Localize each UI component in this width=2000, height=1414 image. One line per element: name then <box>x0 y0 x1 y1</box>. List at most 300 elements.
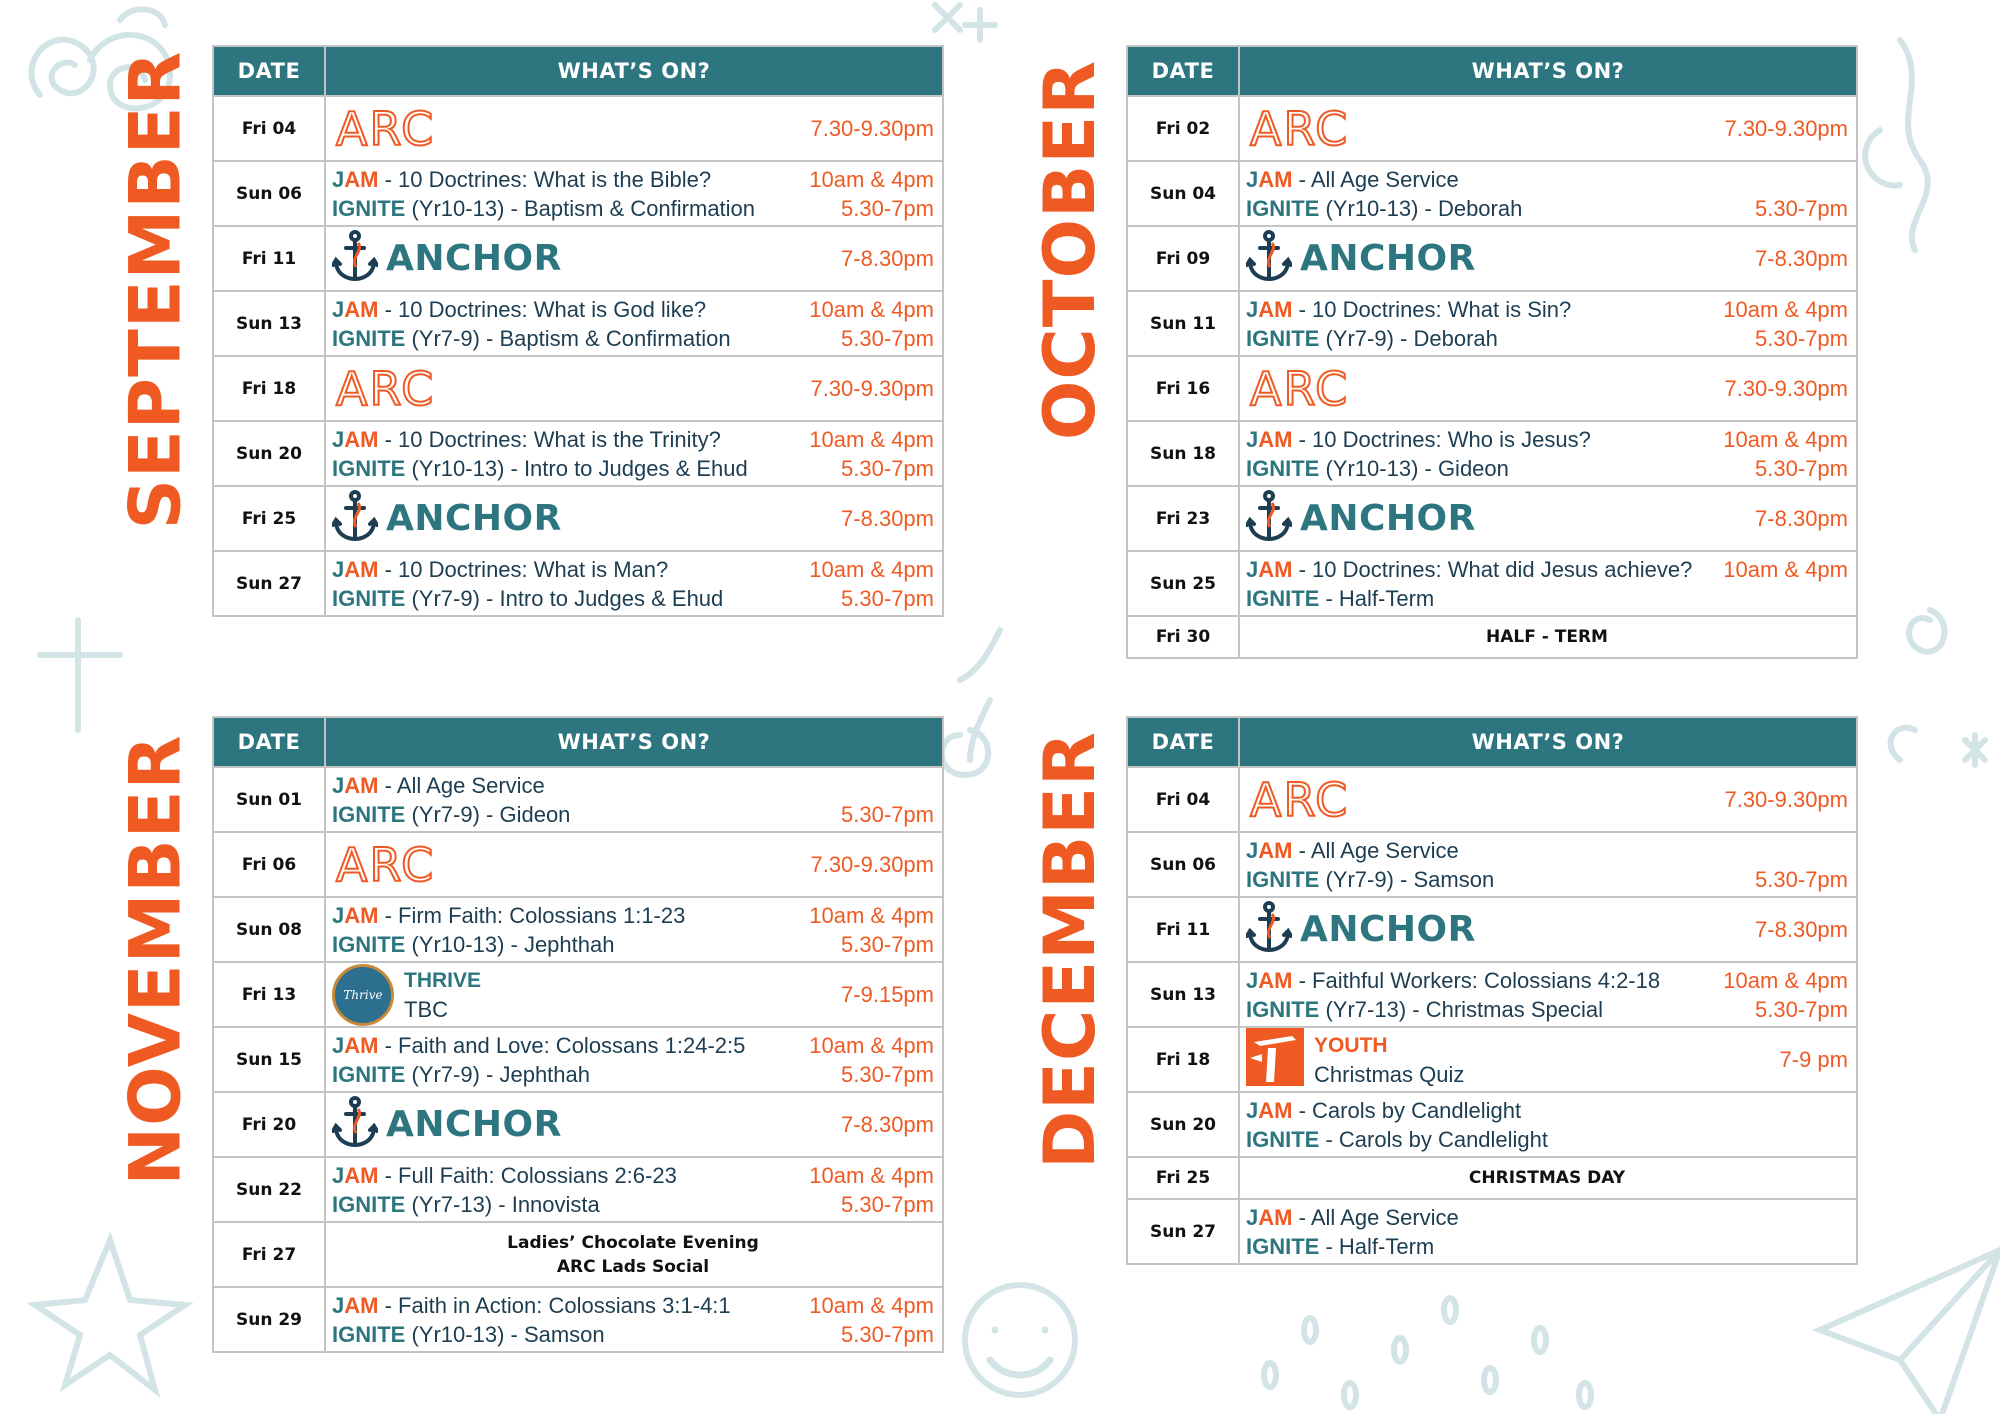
jam-keyword-am: AM <box>1258 967 1293 993</box>
table-row <box>213 356 943 421</box>
thrive-logo-text: Thrive <box>343 987 383 1002</box>
jam-keyword-am: AM <box>344 556 379 582</box>
table-row <box>213 767 943 832</box>
jam-separator: - <box>1292 556 1313 582</box>
ignite-time: 5.30-7pm <box>841 195 934 221</box>
jam-separator: - <box>378 1292 399 1318</box>
schedule-table-december <box>1126 716 1858 1265</box>
event-date: Sun 11 <box>1127 291 1239 356</box>
event-cell <box>325 767 943 832</box>
jam-description: 10 Doctrines: Who is Jesus? <box>1312 426 1591 452</box>
whats-on-column-header: WHAT’S ON? <box>1239 46 1857 96</box>
jam-keyword-am: AM <box>344 1162 379 1188</box>
event-date: Fri 25 <box>213 486 325 551</box>
table-row <box>1127 616 1857 658</box>
ignite-description: (Yr7-9) - Jephthah <box>411 1061 590 1087</box>
anchor-logo-text: ANCHOR <box>1300 238 1476 279</box>
jam-separator: - <box>1292 1204 1311 1230</box>
jam-description: Faith and Love: Colossans 1:24-2:5 <box>398 1032 746 1058</box>
table-row <box>1127 962 1857 1027</box>
event-time: 7-8.30pm <box>841 506 934 531</box>
jam-description: All Age Service <box>1310 1204 1459 1230</box>
ignite-line <box>332 930 685 959</box>
ignite-line <box>1246 1232 1459 1261</box>
event-cell <box>1239 356 1857 421</box>
table-row <box>1127 551 1857 616</box>
jam-keyword-am: AM <box>1258 166 1293 192</box>
ignite-line <box>332 1060 745 1089</box>
event-date: Fri 04 <box>213 96 325 161</box>
jam-description: 10 Doctrines: What is God like? <box>398 296 707 322</box>
event-subtitle: Christmas Quiz <box>1314 1061 1465 1087</box>
event-date: Sun 08 <box>213 897 325 962</box>
table-row <box>1127 161 1857 226</box>
jam-line <box>332 165 755 194</box>
youth-logo-icon <box>1246 1028 1304 1091</box>
event-date: Fri 30 <box>1127 616 1239 658</box>
event-cell <box>1239 767 1857 832</box>
ignite-description: (Yr10-13) - Gideon <box>1325 455 1509 481</box>
jam-description: 10 Doctrines: What did Jesus achieve? <box>1312 556 1693 582</box>
table-header-row <box>1127 717 1857 767</box>
jam-line <box>1246 425 1591 454</box>
note-line-1: CHRISTMAS DAY <box>1468 1168 1626 1188</box>
jam-line <box>332 901 685 930</box>
jam-line <box>1246 836 1494 865</box>
ignite-keyword: IGNITE <box>1246 1233 1320 1259</box>
ignite-keyword: IGNITE <box>332 325 406 351</box>
centered-note <box>507 1231 759 1279</box>
event-cell <box>1239 226 1857 291</box>
event-cell <box>325 1092 943 1157</box>
jam-time: 10am & 4pm <box>809 166 934 192</box>
event-date: Sun 15 <box>213 1027 325 1092</box>
jam-keyword-j: J <box>332 1032 345 1058</box>
jam-keyword-am: AM <box>344 772 379 798</box>
jam-line <box>1246 966 1660 995</box>
jam-keyword-j: J <box>332 426 345 452</box>
table-row <box>1127 832 1857 897</box>
ignite-time: 5.30-7pm <box>841 585 934 611</box>
ignite-line <box>332 1190 677 1219</box>
arc-logo: ARC <box>1250 772 1350 827</box>
whats-on-column-header: WHAT’S ON? <box>1239 717 1857 767</box>
event-title: THRIVE <box>404 968 482 992</box>
jam-separator: - <box>378 296 399 322</box>
schedule-table-november <box>212 716 944 1353</box>
note-line-2: ARC Lads Social <box>556 1256 710 1277</box>
table-row <box>213 421 943 486</box>
date-column-header: DATE <box>1127 46 1239 96</box>
jam-description: Faithful Workers: Colossians 4:2-18 <box>1312 967 1661 993</box>
event-date: Sun 20 <box>213 421 325 486</box>
month-label-november: NOVEMBER <box>114 734 196 1186</box>
ignite-line <box>1246 194 1522 223</box>
star-bottom-left-icon <box>35 1240 185 1390</box>
event-cell <box>325 96 943 161</box>
ignite-keyword: IGNITE <box>1246 996 1320 1022</box>
anchor-logo-text: ANCHOR <box>386 1104 562 1145</box>
event-date: Fri 02 <box>1127 96 1239 161</box>
jam-separator: - <box>1292 426 1313 452</box>
jam-separator: - <box>378 1032 399 1058</box>
jam-time: 10am & 4pm <box>809 426 934 452</box>
ignite-keyword: IGNITE <box>1246 1126 1320 1152</box>
event-date: Sun 27 <box>213 551 325 616</box>
jam-separator: - <box>1292 296 1313 322</box>
ignite-keyword: IGNITE <box>332 1191 406 1217</box>
jam-keyword-am: AM <box>344 426 379 452</box>
table-row <box>213 1027 943 1092</box>
ignite-description: (Yr7-13) - Innovista <box>411 1191 600 1217</box>
event-title: YOUTH <box>1314 1033 1388 1057</box>
ignite-keyword: IGNITE <box>1246 866 1320 892</box>
jam-keyword-j: J <box>1246 296 1259 322</box>
event-date: Sun 22 <box>213 1157 325 1222</box>
ignite-description: - Carols by Candlelight <box>1325 1126 1549 1152</box>
month-label-october: OCTOBER <box>1029 59 1111 441</box>
ignite-time: 5.30-7pm <box>841 325 934 351</box>
event-date: Sun 27 <box>1127 1199 1239 1264</box>
anchor-icon <box>1246 229 1292 288</box>
note-line-1: HALF - TERM <box>1486 627 1608 647</box>
jam-separator: - <box>378 166 399 192</box>
event-date: Sun 25 <box>1127 551 1239 616</box>
date-column-header: DATE <box>213 717 325 767</box>
jam-keyword-j: J <box>1246 556 1259 582</box>
jam-time: 10am & 4pm <box>809 296 934 322</box>
anchor-logo-text: ANCHOR <box>386 498 562 539</box>
table-row <box>213 1157 943 1222</box>
table-header-row <box>213 717 943 767</box>
event-time: 7-8.30pm <box>1755 917 1848 942</box>
jam-keyword-j: J <box>1246 967 1259 993</box>
jam-separator: - <box>1292 1097 1313 1123</box>
schedule-table-september <box>212 45 944 617</box>
arc-logo: ARC <box>336 837 436 892</box>
date-column-header: DATE <box>1127 717 1239 767</box>
jam-keyword-am: AM <box>344 1292 379 1318</box>
jam-description: All Age Service <box>1310 166 1459 192</box>
jam-line <box>332 295 731 324</box>
jam-line <box>1246 165 1522 194</box>
ignite-description: (Yr10-13) - Baptism & Confirmation <box>411 195 756 221</box>
event-cell <box>1239 616 1857 658</box>
ignite-keyword: IGNITE <box>1246 195 1320 221</box>
event-cell <box>325 1027 943 1092</box>
ignite-time: 5.30-7pm <box>1755 996 1848 1022</box>
event-date: Sun 06 <box>1127 832 1239 897</box>
table-row <box>1127 421 1857 486</box>
table-row <box>213 897 943 962</box>
table-row <box>1127 1092 1857 1157</box>
ignite-keyword: IGNITE <box>332 1061 406 1087</box>
ignite-description: (Yr7-13) - Christmas Special <box>1325 996 1603 1022</box>
month-label-september: SEPTEMBER <box>114 50 196 530</box>
event-cell <box>1239 897 1857 962</box>
jam-separator: - <box>378 1162 399 1188</box>
ignite-keyword: IGNITE <box>332 585 406 611</box>
anchor-logo <box>1246 229 1476 288</box>
schedule-table-october <box>1126 45 1858 659</box>
star-right-icon <box>1965 735 1985 765</box>
event-cell <box>1239 161 1857 226</box>
table-row <box>213 1222 943 1287</box>
ignite-time: 5.30-7pm <box>841 455 934 481</box>
date-column-header: DATE <box>213 46 325 96</box>
ignite-keyword: IGNITE <box>332 931 406 957</box>
cross-doodle-icon <box>935 5 995 40</box>
ignite-line <box>1246 584 1692 613</box>
ignite-line <box>332 800 570 829</box>
jam-line <box>332 425 748 454</box>
jam-description: Carols by Candlelight <box>1312 1097 1522 1123</box>
jam-time: 10am & 4pm <box>1723 426 1848 452</box>
table-row <box>213 291 943 356</box>
ignite-line <box>1246 865 1494 894</box>
table-row <box>1127 897 1857 962</box>
ignite-time: 5.30-7pm <box>1755 325 1848 351</box>
jam-keyword-am: AM <box>344 1032 379 1058</box>
ignite-description: - Half-Term <box>1325 1233 1435 1259</box>
ignite-description: - Half-Term <box>1325 585 1435 611</box>
event-cell <box>325 421 943 486</box>
jam-keyword-j: J <box>332 1162 345 1188</box>
event-time: 7-8.30pm <box>1755 246 1848 271</box>
jam-line <box>1246 295 1571 324</box>
jam-separator: - <box>1292 967 1313 993</box>
ignite-line <box>1246 995 1660 1024</box>
anchor-logo-text: ANCHOR <box>386 238 562 279</box>
arc-logo: ARC <box>336 361 436 416</box>
anchor-icon <box>1246 900 1292 959</box>
event-cell <box>325 962 943 1027</box>
jam-time: 10am & 4pm <box>1723 556 1848 582</box>
anchor-logo <box>332 229 562 288</box>
event-date: Fri 04 <box>1127 767 1239 832</box>
table-row <box>1127 1157 1857 1199</box>
anchor-logo <box>332 1095 562 1154</box>
event-cell <box>325 1287 943 1352</box>
event-cell <box>1239 486 1857 551</box>
centered-note <box>1486 625 1608 649</box>
event-cell <box>1239 421 1857 486</box>
ignite-time: 5.30-7pm <box>841 1061 934 1087</box>
jam-line <box>332 1031 745 1060</box>
event-cell <box>325 897 943 962</box>
jam-line <box>1246 1096 1548 1125</box>
ignite-description: (Yr7-9) - Baptism & Confirmation <box>411 325 731 351</box>
event-cell <box>325 1222 943 1287</box>
jam-description: 10 Doctrines: What is Man? <box>398 556 669 582</box>
ignite-keyword: IGNITE <box>1246 455 1320 481</box>
ignite-keyword: IGNITE <box>332 195 406 221</box>
jam-keyword-j: J <box>1246 1097 1259 1123</box>
jam-separator: - <box>1292 166 1311 192</box>
event-cell <box>1239 832 1857 897</box>
jam-time: 10am & 4pm <box>809 556 934 582</box>
event-cell <box>1239 962 1857 1027</box>
table-row <box>213 832 943 897</box>
jam-keyword-j: J <box>1246 837 1259 863</box>
table-header-row <box>213 46 943 96</box>
jam-time: 10am & 4pm <box>809 902 934 928</box>
event-time: 7-8.30pm <box>1755 506 1848 531</box>
jam-line <box>332 555 723 584</box>
event-date: Fri 27 <box>213 1222 325 1287</box>
event-date: Fri 09 <box>1127 226 1239 291</box>
event-cell <box>325 356 943 421</box>
table-row <box>213 962 943 1027</box>
table-row <box>1127 226 1857 291</box>
event-cell <box>1239 1157 1857 1199</box>
jam-separator: - <box>378 902 399 928</box>
event-cell <box>325 1157 943 1222</box>
squiggle-doodle-icon <box>1900 40 1928 250</box>
anchor-icon <box>1246 489 1292 548</box>
thrive-logo-badge <box>332 964 394 1026</box>
ignite-description: (Yr7-9) - Intro to Judges & Ehud <box>411 585 724 611</box>
anchor-logo <box>332 489 562 548</box>
table-row <box>213 486 943 551</box>
sparkle-middle-icon <box>960 630 1000 760</box>
event-time: 7.30-9.30pm <box>810 852 934 877</box>
table-row <box>1127 356 1857 421</box>
event-time: 7.30-9.30pm <box>810 116 934 141</box>
anchor-logo <box>1246 489 1476 548</box>
anchor-logo <box>1246 900 1476 959</box>
ignite-time: 5.30-7pm <box>1755 866 1848 892</box>
ignite-line <box>332 454 748 483</box>
event-cell <box>325 161 943 226</box>
jam-keyword-j: J <box>1246 1204 1259 1230</box>
jam-line <box>332 771 570 800</box>
ignite-description: (Yr7-9) - Deborah <box>1325 325 1498 351</box>
event-date: Fri 20 <box>213 1092 325 1157</box>
jam-keyword-j: J <box>1246 166 1259 192</box>
table-row <box>1127 486 1857 551</box>
jam-separator: - <box>378 772 397 798</box>
jam-keyword-am: AM <box>344 166 379 192</box>
ignite-line <box>332 584 723 613</box>
event-time: 7.30-9.30pm <box>1724 787 1848 812</box>
event-cell <box>1239 291 1857 356</box>
whats-on-column-header: WHAT’S ON? <box>325 717 943 767</box>
jam-keyword-j: J <box>1246 426 1259 452</box>
jam-description: 10 Doctrines: What is Sin? <box>1312 296 1572 322</box>
jam-line <box>332 1291 731 1320</box>
jam-keyword-j: J <box>332 166 345 192</box>
jam-time: 10am & 4pm <box>1723 296 1848 322</box>
table-row <box>1127 96 1857 161</box>
jam-keyword-j: J <box>332 1292 345 1318</box>
ignite-keyword: IGNITE <box>332 1321 406 1347</box>
table-header-row <box>1127 46 1857 96</box>
event-cell <box>325 832 943 897</box>
event-time: 7-9.15pm <box>841 982 934 1007</box>
whats-on-column-header: WHAT’S ON? <box>325 46 943 96</box>
event-date: Sun 29 <box>213 1287 325 1352</box>
ignite-line <box>332 1320 731 1349</box>
jam-description: Full Faith: Colossians 2:6-23 <box>398 1162 677 1188</box>
jam-keyword-am: AM <box>1258 837 1293 863</box>
dots-doodle-icon <box>1264 1298 1591 1407</box>
ignite-keyword: IGNITE <box>332 455 406 481</box>
jam-description: 10 Doctrines: What is the Bible? <box>398 166 712 192</box>
ignite-line <box>332 194 755 223</box>
jam-description: Faith in Action: Colossians 3:1-4:1 <box>398 1292 731 1318</box>
table-row <box>1127 767 1857 832</box>
paper-plane-icon <box>1820 1250 2000 1414</box>
jam-keyword-j: J <box>332 296 345 322</box>
event-time: 7.30-9.30pm <box>1724 376 1848 401</box>
event-time: 7-8.30pm <box>841 246 934 271</box>
swirl-doodle-icon <box>31 40 93 95</box>
ignite-description: (Yr7-9) - Samson <box>1325 866 1495 892</box>
swirl-right-icon <box>1909 610 1944 652</box>
table-row <box>213 226 943 291</box>
event-date: Fri 18 <box>213 356 325 421</box>
centered-note <box>1469 1166 1625 1190</box>
event-cell <box>325 486 943 551</box>
event-date: Sun 06 <box>213 161 325 226</box>
ignite-description: (Yr10-13) - Jephthah <box>411 931 615 957</box>
table-row <box>1127 291 1857 356</box>
jam-time: 10am & 4pm <box>809 1292 934 1318</box>
event-cell <box>325 551 943 616</box>
swirl-center-icon <box>942 730 988 775</box>
table-row <box>213 161 943 226</box>
event-date: Fri 13 <box>213 962 325 1027</box>
event-date: Sun 13 <box>213 291 325 356</box>
event-date: Sun 01 <box>213 767 325 832</box>
event-cell <box>1239 551 1857 616</box>
anchor-logo-text: ANCHOR <box>1300 909 1476 950</box>
ignite-line <box>332 324 731 353</box>
ignite-description: (Yr10-13) - Intro to Judges & Ehud <box>411 455 748 481</box>
event-cell <box>325 226 943 291</box>
event-date: Fri 06 <box>213 832 325 897</box>
jam-separator: - <box>378 426 399 452</box>
ignite-description: (Yr10-13) - Deborah <box>1325 195 1523 221</box>
ignite-time: 5.30-7pm <box>841 931 934 957</box>
event-date: Fri 16 <box>1127 356 1239 421</box>
event-cell <box>325 291 943 356</box>
event-date: Sun 18 <box>1127 421 1239 486</box>
ignite-keyword: IGNITE <box>332 801 406 827</box>
jam-keyword-am: AM <box>1258 1097 1293 1123</box>
ignite-time: 5.30-7pm <box>841 1321 934 1347</box>
jam-keyword-am: AM <box>1258 1204 1293 1230</box>
event-cell <box>1239 1092 1857 1157</box>
event-date: Fri 18 <box>1127 1027 1239 1092</box>
jam-time: 10am & 4pm <box>809 1032 934 1058</box>
jam-keyword-am: AM <box>1258 296 1293 322</box>
jam-keyword-j: J <box>332 556 345 582</box>
event-cell <box>1239 96 1857 161</box>
table-row <box>213 551 943 616</box>
jam-time: 10am & 4pm <box>809 1162 934 1188</box>
jam-line <box>1246 555 1692 584</box>
arc-logo: ARC <box>1250 361 1350 416</box>
arc-logo: ARC <box>1250 101 1350 156</box>
ignite-time: 5.30-7pm <box>841 801 934 827</box>
jam-separator: - <box>378 556 399 582</box>
event-cell <box>1239 1027 1857 1092</box>
jam-description: All Age Service <box>396 772 545 798</box>
jam-line <box>332 1161 677 1190</box>
event-date: Sun 04 <box>1127 161 1239 226</box>
